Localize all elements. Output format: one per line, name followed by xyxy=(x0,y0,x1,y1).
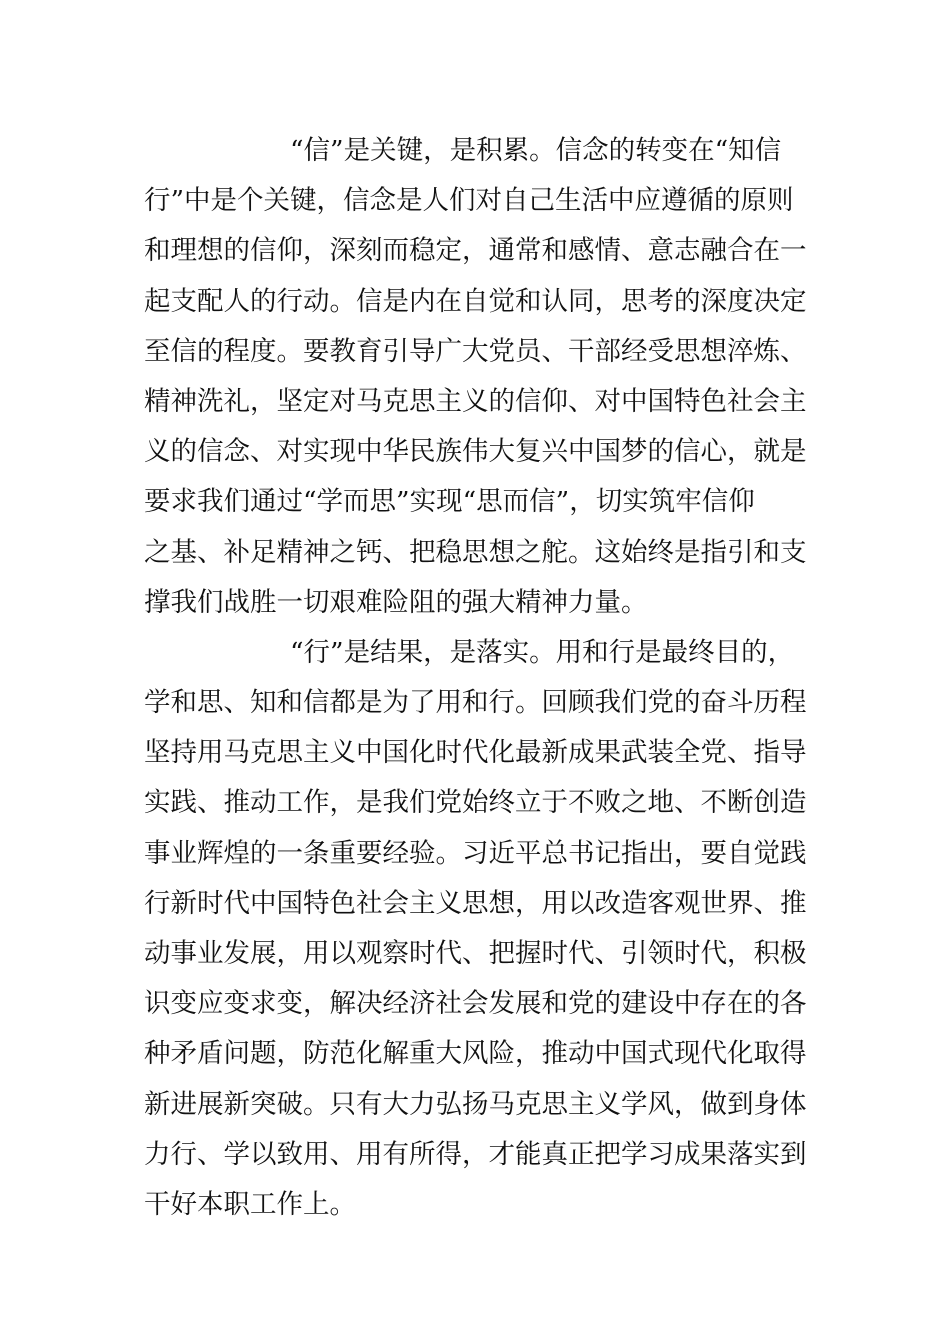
text-line: 行新时代中国特色社会主义思想，用以改造客观世界、推 xyxy=(144,887,807,919)
text-line: 要求我们通过“学而思”实现“思而信”，切实筑牢信仰 xyxy=(144,486,755,518)
text-line: 之基、补足精神之钙、把稳思想之舵。这始终是指引和支 xyxy=(144,536,807,568)
text-line: 实践、推动工作，是我们党始终立于不败之地、不断创造 xyxy=(144,787,807,819)
text-line: 事业辉煌的一条重要经验。习近平总书记指出，要自觉践 xyxy=(144,837,807,869)
text-line: 种矛盾问题，防范化解重大风险，推动中国式现代化取得 xyxy=(144,1038,807,1070)
text-line: “信”是关键，是积累。信念的转变在“知信 xyxy=(290,135,782,166)
document-body xyxy=(144,126,814,1230)
text-line: 新进展新突破。只有大力弘扬马克思主义学风，做到身体 xyxy=(144,1088,807,1120)
paragraph-xing xyxy=(144,628,814,1230)
text-line: 至信的程度。要教育引导广大党员、干部经受思想淬炼、 xyxy=(144,335,807,367)
text-line: 精神洗礼，坚定对马克思主义的信仰、对中国特色社会主 xyxy=(144,385,807,417)
text-line: “行”是结果，是落实。用和行是最终目的， xyxy=(290,636,795,668)
text-line: 行”中是个关键，信念是人们对自己生活中应遵循的原则 xyxy=(144,185,794,217)
text-line: 义的信念、对实现中华民族伟大复兴中国梦的信心，就是 xyxy=(144,436,807,468)
text-line: 干好本职工作上。 xyxy=(144,1188,356,1220)
text-line: 撑我们战胜一切艰难险阻的强大精神力量。 xyxy=(144,586,648,618)
text-line: 识变应变求变，解决经济社会发展和党的建设中存在的各 xyxy=(144,988,807,1020)
text-line: 坚持用马克思主义中国化时代化最新成果武装全党、指导 xyxy=(144,737,807,769)
text-line: 动事业发展，用以观察时代、把握时代、引领时代，积极 xyxy=(144,938,807,969)
text-line: 和理想的信仰，深刻而稳定，通常和感情、意志融合在一 xyxy=(144,235,807,267)
text-line: 力行、学以致用、用有所得，才能真正把学习成果落实到 xyxy=(144,1138,807,1170)
paragraph-xin xyxy=(144,126,814,628)
text-line: 起支配人的行动。信是内在自觉和认同，思考的深度决定 xyxy=(144,285,807,317)
text-line: 学和思、知和信都是为了用和行。回顾我们党的奋斗历程 xyxy=(144,687,807,719)
